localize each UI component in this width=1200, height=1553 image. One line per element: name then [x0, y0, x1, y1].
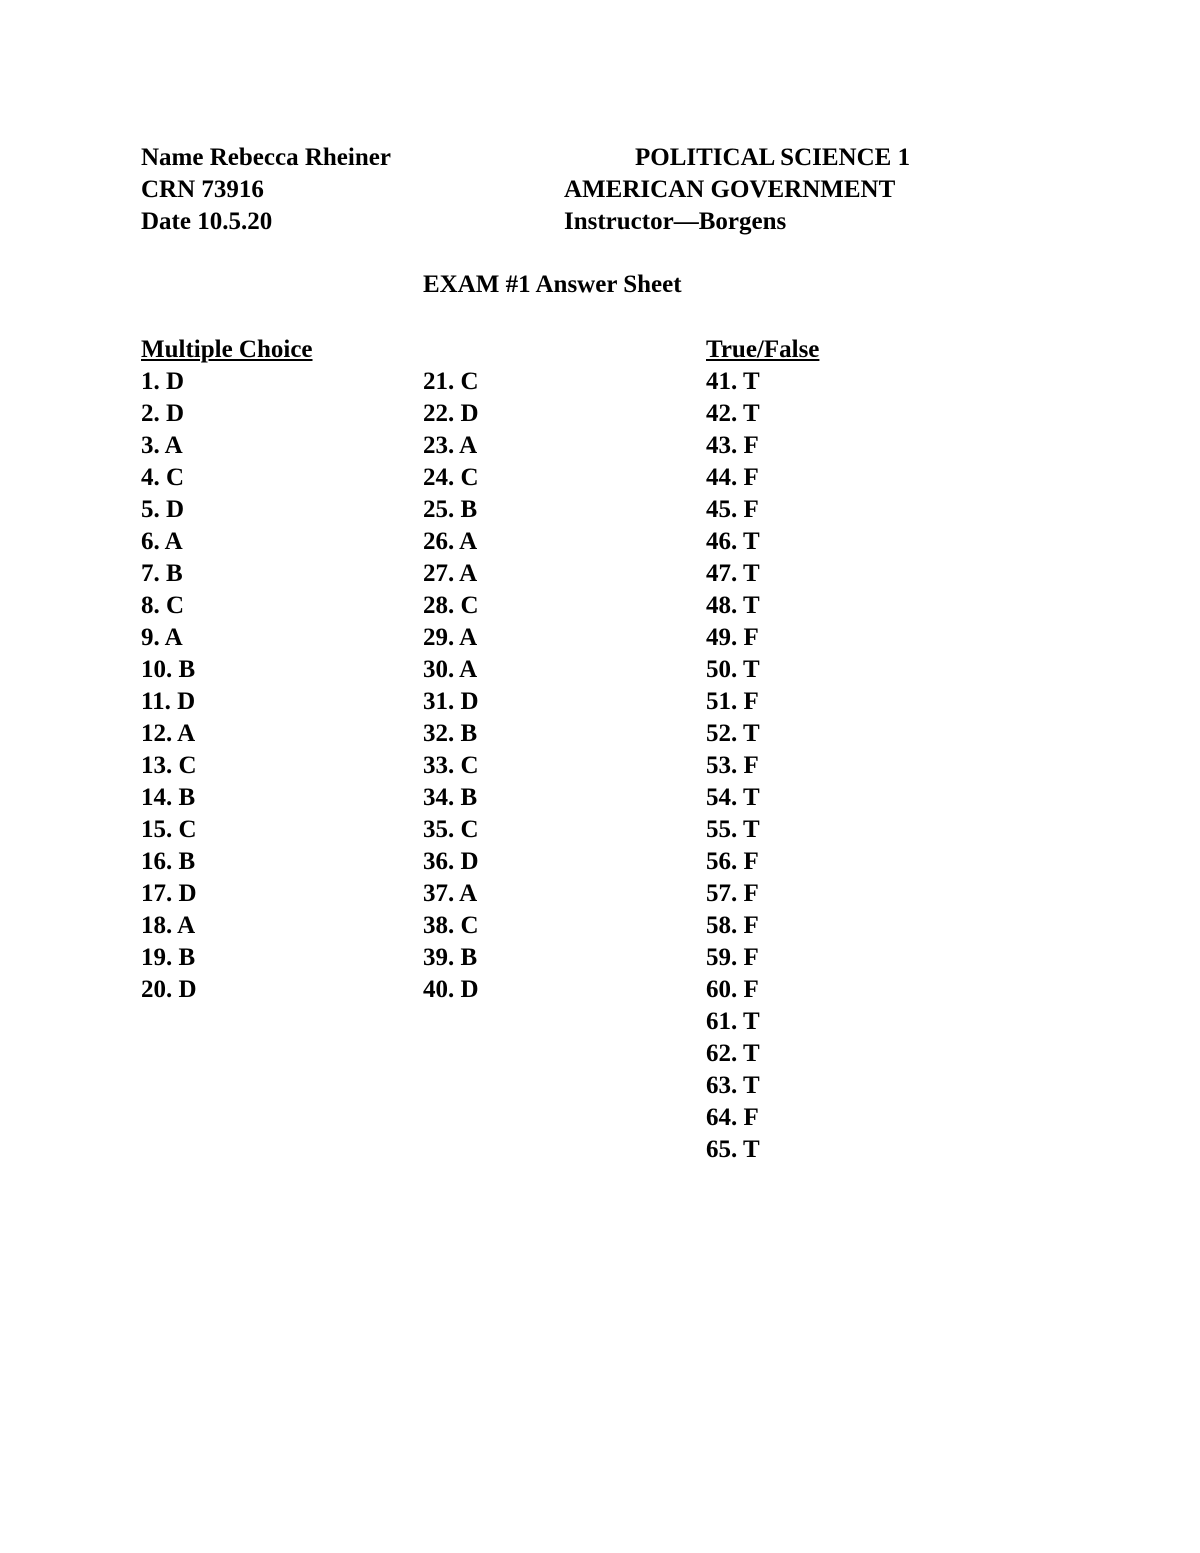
answer-item: 42. T — [706, 400, 760, 427]
answer-item: 48. T — [706, 592, 760, 619]
answer-item: 53. F — [706, 752, 759, 779]
answer-item: 57. F — [706, 880, 759, 907]
answer-item: 40. D — [423, 976, 479, 1003]
answer-item: 30. A — [423, 656, 478, 683]
answer-item: 54. T — [706, 784, 760, 811]
answer-item: 8. C — [141, 592, 185, 619]
answer-item: 47. T — [706, 560, 760, 587]
answer-item: 3. A — [141, 432, 183, 459]
answer-item: 13. C — [141, 752, 197, 779]
answer-item: 17. D — [141, 880, 197, 907]
answer-item: 28. C — [423, 592, 479, 619]
answer-item: 12. A — [141, 720, 196, 747]
answer-item: 5. D — [141, 496, 185, 523]
answer-item: 24. C — [423, 464, 479, 491]
answer-item: 56. F — [706, 848, 759, 875]
answer-item: 34. B — [423, 784, 478, 811]
answers-column-2 — [423, 334, 683, 1006]
answer-item: 39. B — [423, 944, 478, 971]
answer-item: 7. B — [141, 560, 183, 587]
answer-item: 9. A — [141, 624, 183, 651]
answer-item: 14. B — [141, 784, 196, 811]
answers-column-3 — [706, 334, 966, 1166]
answer-item: 63. T — [706, 1072, 760, 1099]
answer-item: 36. D — [423, 848, 479, 875]
answer-item: 43. F — [706, 432, 759, 459]
student-name: Name Rebecca Rheiner — [141, 144, 391, 171]
instructor-name: Instructor—Borgens — [564, 208, 787, 235]
exam-title: EXAM #1 Answer Sheet — [423, 271, 682, 298]
answer-item: 10. B — [141, 656, 196, 683]
answer-item: 32. B — [423, 720, 478, 747]
crn-number: CRN 73916 — [141, 176, 264, 203]
answers-column-1 — [141, 334, 401, 1006]
answer-item: 2. D — [141, 400, 185, 427]
answer-item: 20. D — [141, 976, 197, 1003]
answer-item: 33. C — [423, 752, 479, 779]
answer-item: 58. F — [706, 912, 759, 939]
answer-item: 19. B — [141, 944, 196, 971]
answer-item: 65. T — [706, 1136, 760, 1163]
answer-item: 52. T — [706, 720, 760, 747]
answer-item: 4. C — [141, 464, 185, 491]
exam-date: Date 10.5.20 — [141, 208, 273, 235]
answer-item: 1. D — [141, 368, 185, 395]
answer-item: 15. C — [141, 816, 197, 843]
answer-item: 38. C — [423, 912, 479, 939]
answer-item: 16. B — [141, 848, 196, 875]
answer-item: 25. B — [423, 496, 478, 523]
answer-item: 6. A — [141, 528, 183, 555]
answer-item: 27. A — [423, 560, 478, 587]
answer-item: 18. A — [141, 912, 196, 939]
column-spacer — [423, 334, 683, 366]
answer-item: 31. D — [423, 688, 479, 715]
answer-item: 22. D — [423, 400, 479, 427]
answer-item: 60. F — [706, 976, 759, 1003]
true-false-heading: True/False — [706, 336, 820, 363]
answer-item: 23. A — [423, 432, 478, 459]
answer-item: 41. T — [706, 368, 760, 395]
answer-item: 45. F — [706, 496, 759, 523]
answer-item: 44. F — [706, 464, 759, 491]
answer-item: 62. T — [706, 1040, 760, 1067]
answer-item: 51. F — [706, 688, 759, 715]
answer-item: 29. A — [423, 624, 478, 651]
answer-item: 37. A — [423, 880, 478, 907]
answer-item: 46. T — [706, 528, 760, 555]
course-title: AMERICAN GOVERNMENT — [564, 176, 896, 203]
answer-item: 21. C — [423, 368, 479, 395]
answer-item: 59. F — [706, 944, 759, 971]
answer-item: 49. F — [706, 624, 759, 651]
course-number: POLITICAL SCIENCE 1 — [635, 144, 911, 171]
answer-item: 50. T — [706, 656, 760, 683]
multiple-choice-heading: Multiple Choice — [141, 336, 313, 363]
answer-item: 61. T — [706, 1008, 760, 1035]
answer-item: 55. T — [706, 816, 760, 843]
answer-item: 35. C — [423, 816, 479, 843]
answer-item: 26. A — [423, 528, 478, 555]
answer-item: 11. D — [141, 688, 196, 715]
answer-item: 64. F — [706, 1104, 759, 1131]
